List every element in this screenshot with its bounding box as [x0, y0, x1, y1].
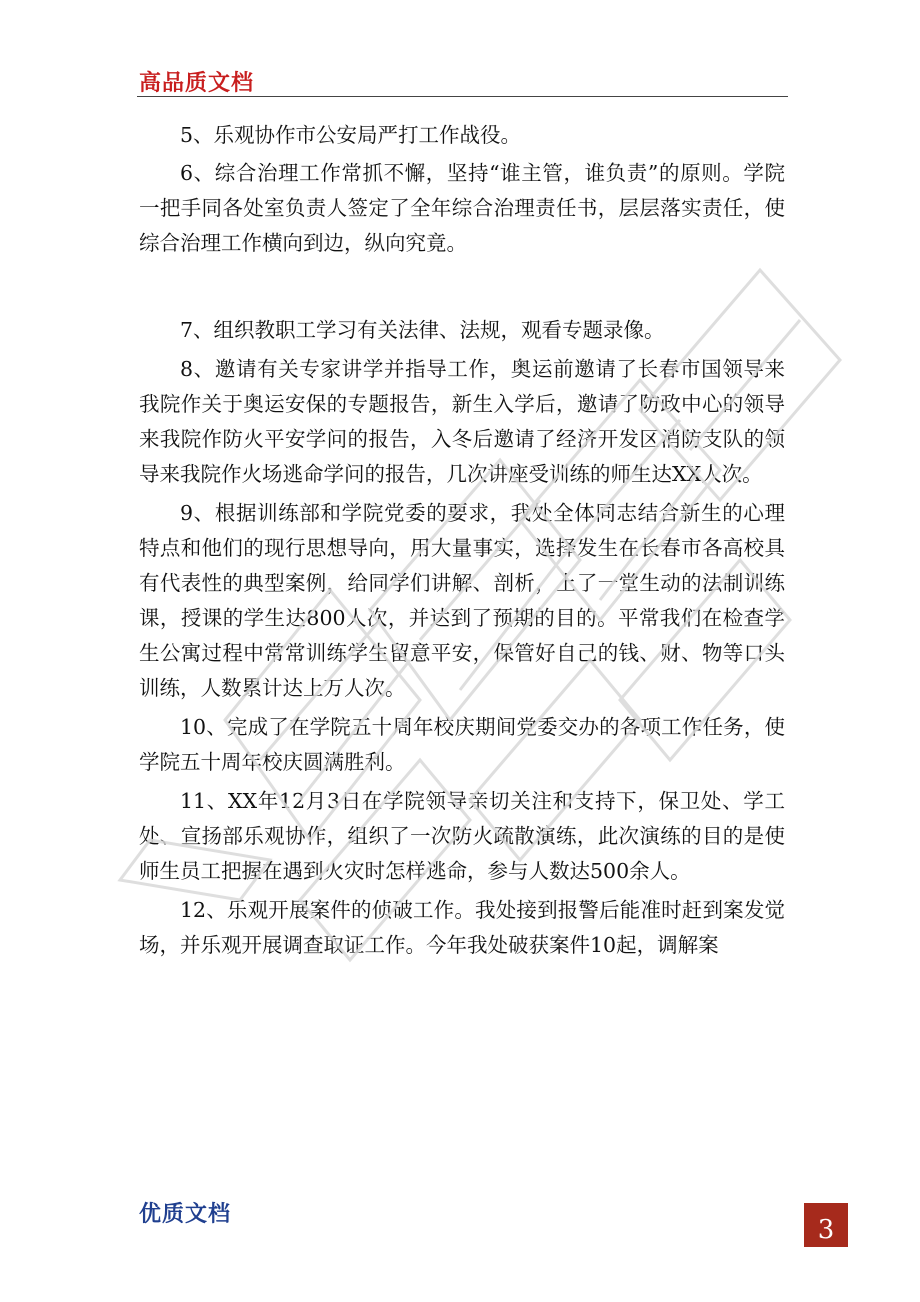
page-number-badge [804, 1203, 848, 1247]
page-number: 3 [817, 1215, 835, 1245]
paragraph-6: 6、综合治理工作常抓不懈，坚持“谁主管，谁负责”的原则。学院一把手同各处室负责人签定了全年综合治理责任书，层层落实责任，使综合治理工作横向到边，纵向究竟。 [139, 161, 785, 255]
paragraph-5: 5、乐观协作市公安局严打工作战役。 [180, 123, 522, 147]
paragraph-8: 8、邀请有关专家讲学并指导工作，奥运前邀请了长春市国领导来我院作关于奥运安保的专题报告，新生入学后，邀请了防政中心的领导来我院作防火平安学问的报告，入冬后邀请了经济开发区消防支队的领导来我院作火场逃命学问的报告，几次讲座受训练的师生达XX人次。 [139, 357, 785, 486]
paragraph-9: 9、根据训练部和学院党委的要求，我处全体同志结合新生的心理特点和他们的现行思想导向，用大量事实，选择发生在长春市各高校具有代表性的典型案例，给同学们讲解、剖析，上了一堂生动的法制训练课，授课的学生达800人次，并达到了预期的目的。平常我们在检查学生公寓过程中常常训练学生留意平安，保管好自己的钱、财、物等口头训练，人数累计达上万人次。 [139, 501, 785, 700]
header-divider [137, 96, 788, 97]
paragraph-11: 11、XX年12月3日在学院领导亲切关注和支持下，保卫处、学工处、宣扬部乐观协作，组织了一次防火疏散演练，此次演练的目的是使师生员工把握在遇到火灾时怎样逃命，参与人数达500余人。 [139, 789, 785, 883]
paragraph-7: 7、组织教职工学习有关法律、法规，观看专题录像。 [180, 318, 665, 342]
document-body [139, 118, 785, 963]
header-title: 高品质文档 [139, 71, 255, 96]
paragraph-10: 10、完成了在学院五十周年校庆期间党委交办的各项工作任务，使学院五十周年校庆圆满胜利。 [139, 715, 785, 774]
paragraph-12: 12、乐观开展案件的侦破工作。我处接到报警后能准时赶到案发觉场，并乐观开展调查取证工作。今年我处破获案件10起，调解案 [139, 898, 785, 957]
footer-title: 优质文档 [139, 1202, 232, 1227]
